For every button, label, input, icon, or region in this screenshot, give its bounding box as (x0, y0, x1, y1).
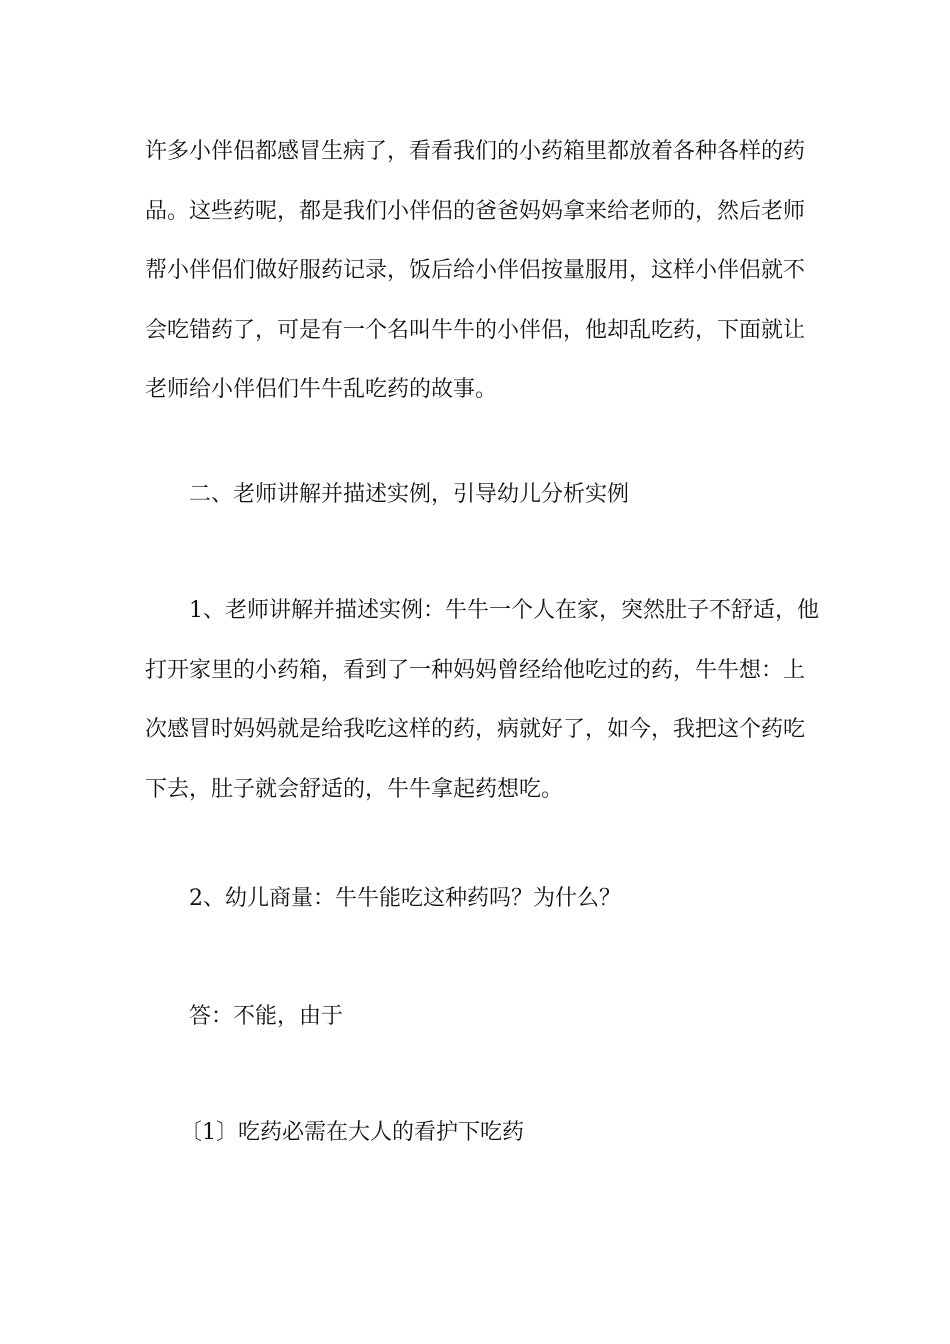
paragraph-discussion: 2、幼儿商量：牛牛能吃这种药吗？为什么？ (189, 886, 621, 911)
paragraph-example: 1、老师讲解并描述实例：牛牛一个人在家，突然肚子不舒适，他打开家里的小药箱，看到了一种妈妈曾经给他吃过的药，牛牛想：上次感冒时妈妈就是给我吃这样的药，病就好了，如今，我把这个药吃下去，肚子就会舒适的，牛牛拿起药想吃。 (145, 598, 819, 802)
paragraph-point-1: 〔1〕吃药必需在大人的看护下吃药 (180, 1120, 524, 1145)
paragraph-answer: 答：不能，由于 (189, 1004, 344, 1029)
section-heading: 二、老师讲解并描述实例，引导幼儿分析实例 (189, 482, 630, 507)
paragraph-intro: 许多小伴侣都感冒生病了，看看我们的小药箱里都放着各种各样的药品。这些药呢，都是我们小伴侣的爸爸妈妈拿来给老师的，然后老师帮小伴侣们做好服药记录，饭后给小伴侣按量服用，这样小伴侣就不会吃错药了，可是有一个名叫牛牛的小伴侣，他却乱吃药，下面就让老师给小伴侣们牛牛乱吃药的故事。 (145, 139, 806, 402)
